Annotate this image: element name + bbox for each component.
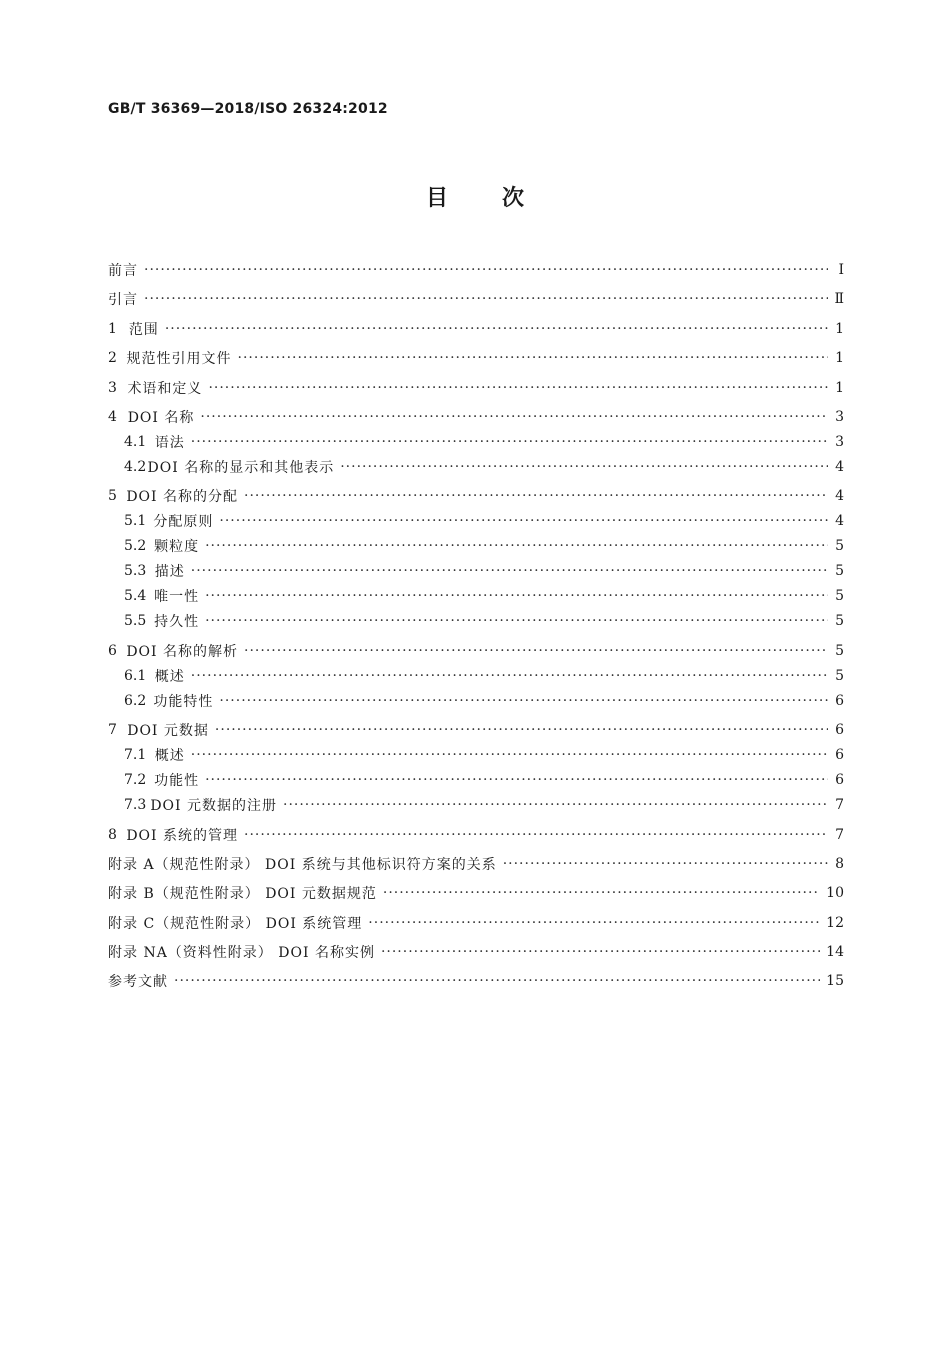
toc-entry-label: 附录 NA（资料性附录） DOI 名称实例 xyxy=(108,945,375,961)
dot-leader xyxy=(144,262,828,278)
toc-entry[interactable] xyxy=(108,560,844,582)
toc-entry-page: 7 xyxy=(835,827,844,843)
dot-leader xyxy=(165,321,828,337)
toc-entry-label: 描述 xyxy=(154,564,185,580)
toc-entry-label: 范围 xyxy=(128,322,159,338)
toc-entry-label: 附录 A（规范性附录） DOI 系统与其他标识符方案的关系 xyxy=(108,857,497,873)
toc-entry-number: 5 xyxy=(108,488,117,504)
toc-entry[interactable] xyxy=(108,259,844,281)
toc-entry[interactable] xyxy=(108,535,844,557)
toc-entry-label: 参考文献 xyxy=(108,974,168,990)
toc-entry-page: Ⅰ xyxy=(838,262,844,278)
toc-entry-page: 4 xyxy=(835,488,844,504)
toc-entry-page: 6 xyxy=(835,722,844,738)
toc-entry[interactable] xyxy=(108,665,844,687)
dot-leader xyxy=(205,613,828,629)
toc-entry-label: DOI 名称的显示和其他表示 xyxy=(147,460,335,476)
toc-entry[interactable] xyxy=(108,640,844,662)
toc-entry[interactable] xyxy=(108,610,844,632)
toc-entry-label: 前言 xyxy=(108,263,138,279)
toc-entry-label: 唯一性 xyxy=(154,589,200,605)
dot-leader xyxy=(215,722,828,738)
toc-entry-page: 6 xyxy=(835,693,844,709)
toc-entry-number: 5.1 xyxy=(124,513,147,529)
dot-leader xyxy=(191,563,828,579)
toc-entry-page: 14 xyxy=(826,944,844,960)
toc-entry[interactable] xyxy=(108,406,844,428)
toc-entry[interactable] xyxy=(108,318,844,340)
toc-entry-number: 1 xyxy=(108,321,117,337)
toc-entry-label: 附录 C（规范性附录） DOI 系统管理 xyxy=(108,916,363,932)
toc-entry[interactable] xyxy=(108,288,844,310)
toc-entry-label: DOI 名称的分配 xyxy=(126,489,239,505)
toc-entry-number: 7.2 xyxy=(124,772,147,788)
toc-entry-page: 3 xyxy=(835,434,844,450)
toc-entry-page: 4 xyxy=(835,459,844,475)
dot-leader xyxy=(340,459,828,475)
toc-entry-page: 8 xyxy=(835,856,844,872)
toc-entry[interactable] xyxy=(108,970,844,992)
toc-entry-label: DOI 名称的解析 xyxy=(126,644,239,660)
dot-leader xyxy=(200,409,828,425)
toc-entry-label: 语法 xyxy=(154,435,185,451)
dot-leader xyxy=(205,538,828,554)
toc-entry-label: DOI 名称 xyxy=(127,410,195,426)
toc-entry[interactable] xyxy=(108,585,844,607)
dot-leader xyxy=(219,513,828,529)
dot-leader xyxy=(191,434,828,450)
toc-entry-page: 4 xyxy=(835,513,844,529)
toc-entry-number: 6.1 xyxy=(124,668,147,684)
toc-entry-page: Ⅱ xyxy=(834,291,844,307)
dot-leader xyxy=(244,488,828,504)
dot-leader xyxy=(219,693,828,709)
toc-entry-label: 规范性引用文件 xyxy=(126,351,232,367)
toc-entry[interactable] xyxy=(108,882,844,904)
toc-title-char: 目 xyxy=(425,186,448,211)
toc-entry-number: 4 xyxy=(108,409,117,425)
toc-entry-number: 8 xyxy=(108,827,117,843)
dot-leader xyxy=(144,291,828,307)
toc-entry-page: 1 xyxy=(835,350,844,366)
toc-entry[interactable] xyxy=(108,941,844,963)
toc-entry[interactable] xyxy=(108,431,844,453)
toc-entry-number: 5.5 xyxy=(124,613,147,629)
toc-entry-page: 12 xyxy=(826,915,844,931)
toc-entry[interactable] xyxy=(108,510,844,532)
toc-entry-page: 5 xyxy=(835,588,844,604)
toc-entry-page: 5 xyxy=(835,613,844,629)
toc-entry-label: 引言 xyxy=(108,292,138,308)
toc-entry-page: 3 xyxy=(835,409,844,425)
toc-entry-number: 4.2 xyxy=(124,459,147,475)
toc-entry-page: 10 xyxy=(826,885,844,901)
dot-leader xyxy=(283,797,828,813)
dot-leader xyxy=(174,973,820,989)
toc-entry[interactable] xyxy=(108,456,844,478)
dot-leader xyxy=(191,747,828,763)
toc-entry-number: 5.4 xyxy=(124,588,147,604)
toc-entry-label: 附录 B（规范性附录） DOI 元数据规范 xyxy=(108,886,377,902)
toc-entry-number: 3 xyxy=(108,380,117,396)
dot-leader xyxy=(191,668,828,684)
dot-leader xyxy=(205,772,828,788)
dot-leader xyxy=(208,380,828,396)
toc-entry-label: 概述 xyxy=(154,748,185,764)
toc-entry-label: 分配原则 xyxy=(153,514,214,530)
dot-leader xyxy=(383,885,820,901)
toc-entry-page: 6 xyxy=(835,772,844,788)
toc-entry-page: 6 xyxy=(835,747,844,763)
toc-entry-number: 2 xyxy=(108,350,117,366)
toc-entry-page: 15 xyxy=(826,973,844,989)
toc-entry-label: DOI 元数据的注册 xyxy=(150,798,277,814)
toc-entry[interactable] xyxy=(108,377,844,399)
toc-entry-number: 5.3 xyxy=(124,563,147,579)
toc-entry-page: 5 xyxy=(835,563,844,579)
toc-entry-number: 4.1 xyxy=(124,434,147,450)
toc-entry-number: 7.3 xyxy=(124,797,147,813)
dot-leader xyxy=(381,944,820,960)
toc-title xyxy=(0,181,950,212)
dot-leader xyxy=(205,588,828,604)
toc-entry-page: 7 xyxy=(835,797,844,813)
dot-leader xyxy=(503,856,828,872)
toc-entry-label: 持久性 xyxy=(154,614,200,630)
toc-entry-number: 7.1 xyxy=(124,747,147,763)
toc-entry-label: DOI 元数据 xyxy=(127,723,209,739)
toc-entry[interactable] xyxy=(108,794,844,816)
toc-entry[interactable] xyxy=(108,912,844,934)
toc-entry[interactable] xyxy=(108,485,844,507)
toc-entry-label: 颗粒度 xyxy=(154,539,200,555)
toc-entry-page: 1 xyxy=(835,380,844,396)
toc-entry-page: 5 xyxy=(835,668,844,684)
toc-entry-number: 7 xyxy=(108,722,117,738)
toc-entry[interactable] xyxy=(108,744,844,766)
toc-entry-label: DOI 系统的管理 xyxy=(126,828,239,844)
toc-entry-label: 功能性 xyxy=(154,773,200,789)
toc-entry-label: 功能特性 xyxy=(153,694,214,710)
toc-entry-number: 6.2 xyxy=(124,693,147,709)
toc-entry[interactable] xyxy=(108,347,844,369)
toc-entry-label: 概述 xyxy=(154,669,185,685)
standard-code: GB/T 36369—2018/ISO 26324:2012 xyxy=(108,101,388,117)
toc-entry-page: 1 xyxy=(835,321,844,337)
toc-entry[interactable] xyxy=(108,853,844,875)
toc-entry-number: 5.2 xyxy=(124,538,147,554)
toc-title-char: 次 xyxy=(502,186,525,211)
dot-leader xyxy=(368,915,820,931)
toc-entry-page: 5 xyxy=(835,538,844,554)
toc-entry[interactable] xyxy=(108,769,844,791)
dot-leader xyxy=(244,827,828,843)
toc-entry[interactable] xyxy=(108,690,844,712)
toc-entry-page: 5 xyxy=(835,643,844,659)
dot-leader xyxy=(238,350,828,366)
toc-entry[interactable] xyxy=(108,719,844,741)
dot-leader xyxy=(244,643,828,659)
toc-entry-label: 术语和定义 xyxy=(127,381,203,397)
toc-entry-number: 6 xyxy=(108,643,117,659)
toc-entry[interactable] xyxy=(108,824,844,846)
